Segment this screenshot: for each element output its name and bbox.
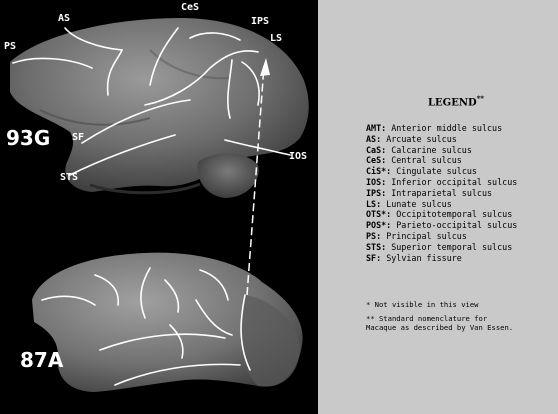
legend-item — [366, 242, 517, 253]
legend-item — [366, 177, 517, 188]
legend-item-abbr: AS: — [366, 133, 382, 144]
legend-item — [366, 231, 517, 242]
as-label: AS — [58, 13, 71, 24]
ips-label: IPS — [251, 16, 270, 27]
legend-item — [366, 188, 517, 199]
ces-label: CeS — [181, 2, 200, 13]
sf-label: SF — [72, 132, 85, 143]
legend-item — [366, 134, 517, 145]
ls-label: LS — [270, 33, 283, 44]
legend-item-abbr: CiS*: — [366, 166, 392, 177]
legend-item-text: Occipitotemporal sulcus — [396, 209, 513, 220]
legend-item — [366, 155, 517, 166]
specimen-label-87a: 87A — [20, 348, 64, 372]
legend-item-text: Cingulate sulcus — [396, 166, 477, 177]
legend-item-abbr: CeS: — [366, 155, 387, 166]
legend-note-nomenclature-2: Macaque as described by Van Essen. — [366, 323, 514, 332]
legend-item-abbr: CaS: — [366, 144, 387, 155]
legend-item-abbr: STS: — [366, 241, 387, 252]
legend-note-nomenclature: ** Standard nomenclature for — [366, 314, 488, 323]
legend-item — [366, 209, 517, 220]
ps-label: PS — [4, 41, 17, 52]
legend-item-text: Parieto-occipital sulcus — [396, 220, 518, 231]
legend-item-abbr: IOS: — [366, 176, 387, 187]
legend-item-text: Principal sulcus — [386, 230, 467, 241]
ios-label: IOS — [289, 151, 308, 162]
brain-87a — [32, 253, 303, 392]
legend-item-abbr: PS: — [366, 230, 382, 241]
legend-item-text: Calcarine sulcus — [391, 144, 472, 155]
legend-item — [366, 253, 517, 264]
sts-label: STS — [60, 172, 79, 183]
legend-item-text: Anterior middle sulcus — [391, 123, 503, 133]
legend-item-abbr: POS*: — [366, 220, 392, 231]
legend-item-text: Central sulcus — [391, 155, 462, 166]
brain-93g — [10, 18, 309, 198]
legend-item-text: Sylvian fissure — [386, 252, 462, 263]
legend-item-text: Lunate sulcus — [386, 198, 452, 209]
legend-panel — [318, 0, 558, 414]
legend-item-text: Inferior occipital sulcus — [391, 176, 518, 187]
legend-item-abbr: LS: — [366, 198, 382, 209]
legend-note-not-visible: * Not visible in this view — [366, 300, 479, 309]
legend-item-text: Superior temporal sulcus — [391, 241, 513, 252]
legend-list — [366, 123, 517, 263]
legend-item — [366, 166, 517, 177]
specimen-label-93g: 93G — [6, 126, 51, 150]
legend-item — [366, 199, 517, 210]
legend-item-text: Arcuate sulcus — [386, 133, 457, 144]
legend-item — [366, 123, 517, 134]
legend-item — [366, 145, 517, 156]
legend-item-abbr: AMT: — [366, 123, 387, 133]
legend-item-abbr: IPS: — [366, 187, 387, 198]
legend-item-abbr: SF: — [366, 252, 382, 263]
legend-title: LEGEND** — [428, 94, 484, 109]
legend-item-abbr: OTS*: — [366, 209, 392, 220]
legend-item — [366, 220, 517, 231]
legend-item-text: Intraparietal sulcus — [391, 187, 493, 198]
